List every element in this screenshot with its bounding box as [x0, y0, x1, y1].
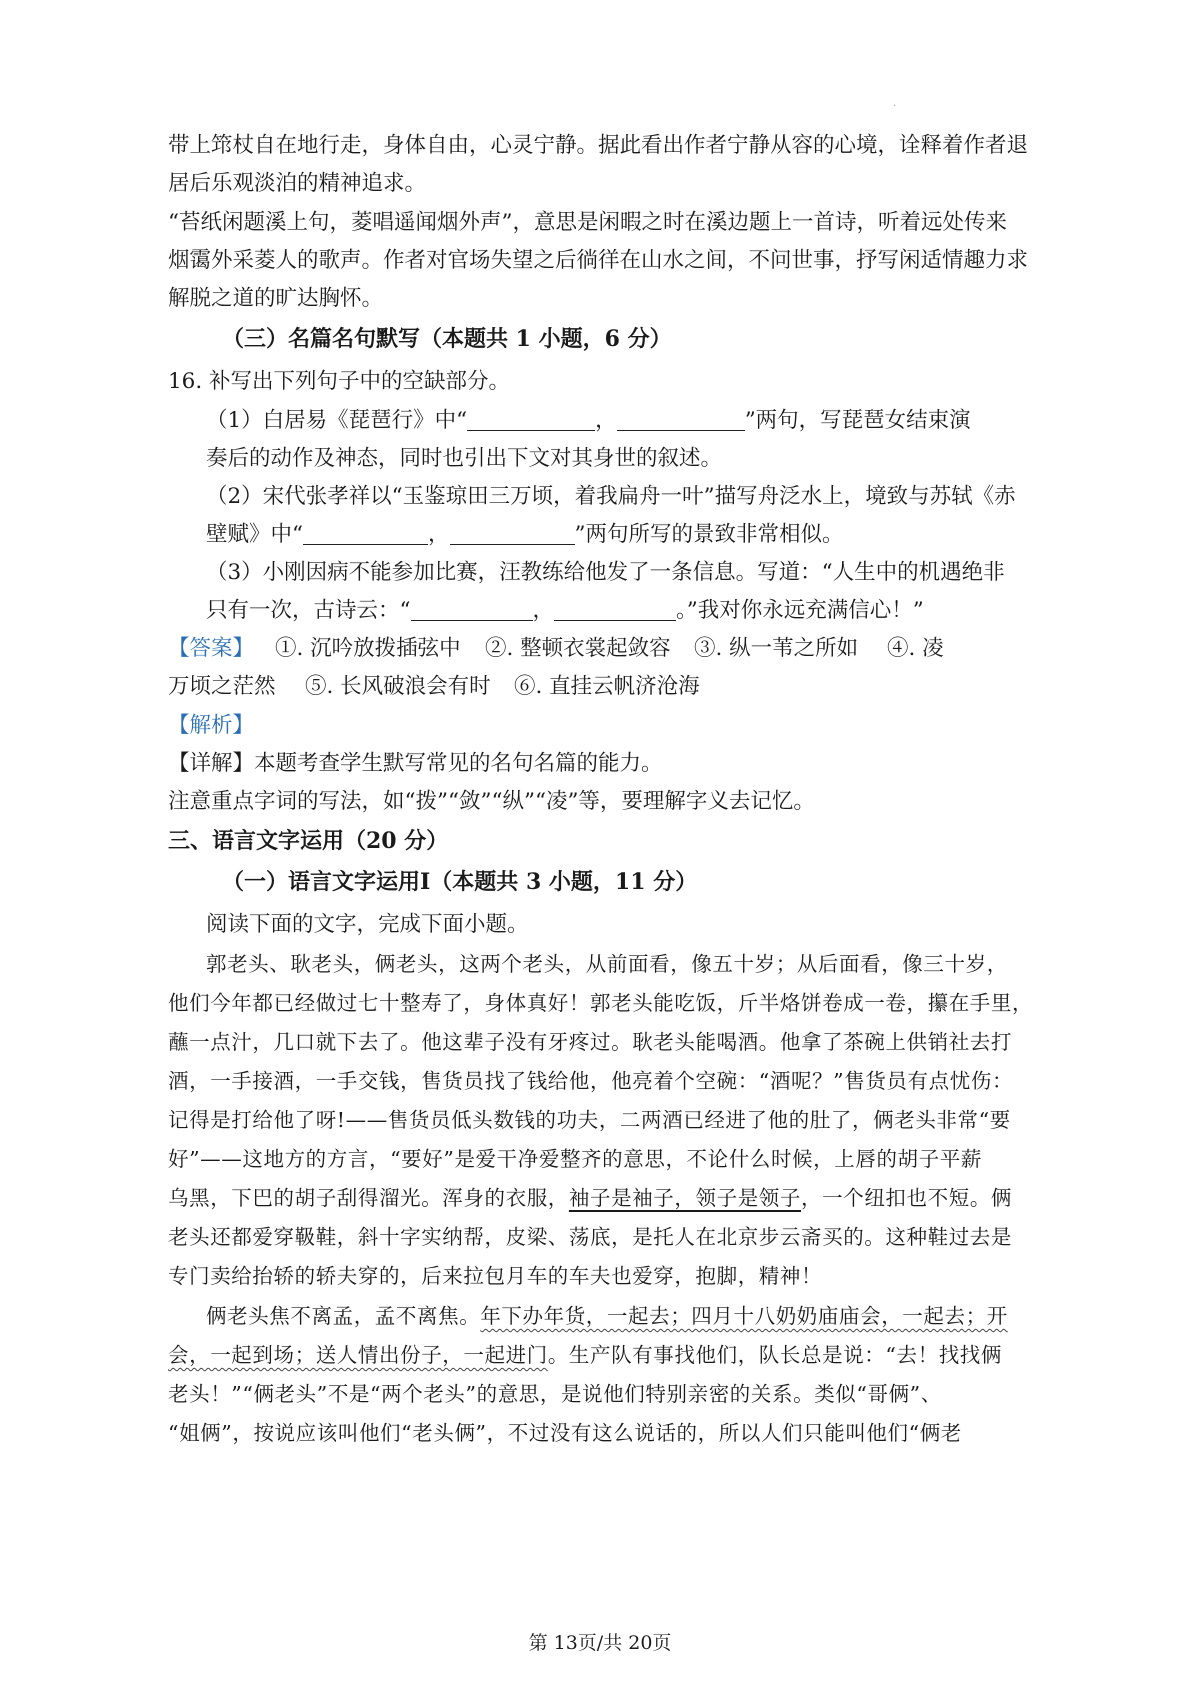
answer-blank: [411, 598, 533, 621]
intro-line-3: “苔纸闲题溪上句，菱唱遥闻烟外声”，意思是闲暇之时在溪边题上一首诗，听着远处传来: [168, 210, 1007, 235]
answer-item-5: ⑤. 长风破浪会有时: [305, 674, 491, 699]
intro-line-4: 烟霭外采菱人的歌声。作者对官场失望之后徜徉在山水之间，不问世事，抒写闲适情趣力求: [168, 248, 1029, 273]
q1-sep: ，: [595, 408, 617, 433]
section-heading: （三）名篇名句默写（本题共 1 小题，6 分）: [222, 326, 672, 352]
answer-item-1: ①. 沉吟放拨插弦中: [275, 636, 461, 661]
story-text: 乌黑，下巴的胡子刮得溜光。浑身的衣服，: [168, 1186, 569, 1210]
analysis-detail: [168, 748, 663, 780]
q3-text-c: 。”我对你永远充满信心！”: [676, 598, 924, 623]
story-line-2: 他们今年都已经做过七十整寿了，身体真好！郭老头能吃饭，斤半烙饼卷成一卷，攥在手里，: [168, 991, 1034, 1015]
answer-item-4: ④. 凌: [887, 636, 944, 661]
q3-sep: ，: [532, 598, 555, 623]
answer-blank: [303, 522, 428, 545]
reading-prompt: 阅读下面的文字，完成下面小题。: [206, 912, 529, 937]
page-number: 第 13页/共 20页: [528, 1632, 672, 1654]
story-line-5: 记得是打给他了呀!——售货员低头数钱的功夫，二两酒已经进了他的肚了，俩老头非常“要: [168, 1108, 1011, 1132]
question-part-2-cont: [206, 519, 844, 551]
story-line-12: 老头！”“俩老头”不是“两个老头”的意思，是说他们特别亲密的关系。类似“哥俩”、: [168, 1382, 942, 1406]
underlined-phrase: 袖子是袖子，领子是领子: [568, 1186, 802, 1210]
story-line-6: 好”——这地方的方言，“要好”是爱干净爱整齐的意思，不论什么时候，上唇的胡子平薪: [168, 1147, 982, 1171]
wavy-underlined-phrase: 年下办年货，一起去；四月十八奶奶庙庙会，一起去；开: [480, 1304, 1008, 1328]
detail-tag: 【详解】: [168, 751, 255, 776]
answer-line-1: [168, 633, 254, 665]
question-part-3-cont: [206, 595, 924, 627]
answer-blank: [467, 408, 595, 431]
story-line-9: 专门卖给抬轿的轿夫穿的，后来拉包月车的车夫也爱穿，抱脚，精神！: [168, 1264, 823, 1288]
story-line-11: [168, 1339, 1002, 1371]
analysis-note: 注意重点字词的写法，如“拨”“敛”“纵”“凌”等，要理解字义去记忆。: [168, 789, 815, 814]
story-text: 俩老头焦不离孟，孟不离焦。: [206, 1304, 481, 1328]
q2-sep: ，: [428, 522, 450, 547]
answer-item-3: ③. 纵一苇之所如: [694, 636, 859, 661]
q1-text-a: （1）白居易《琵琶行》中“: [206, 408, 468, 433]
story-line-7: [168, 1182, 1012, 1214]
q1-text-b: ”两句，写琵琶女结束演: [744, 408, 971, 433]
story-text: ，一个纽扣也不短。俩: [801, 1186, 1013, 1210]
question-part-3: （3）小刚因病不能参加比赛，汪教练给他发了一条信息。写道：“人生中的机遇绝非: [206, 560, 1005, 585]
subsection-heading: （一）语言文字运用Ⅰ（本题共 3 小题，11 分）: [222, 869, 698, 895]
story-line-8: 老头还都爱穿靸鞋，斜十字实纳帮，皮梁、荡底，是托人在北京步云斋买的。这种鞋过去是: [168, 1225, 1012, 1249]
scan-dot: .: [893, 98, 897, 109]
question-part-2: （2）宋代张孝祥以“玉鉴琼田三万顷，着我扁舟一叶”描写舟泛水上，境致与苏轼《赤: [206, 484, 1016, 509]
answer-tag: 【答案】: [168, 636, 255, 661]
story-line-4: 酒，一手接酒，一手交钱，售货员找了钱给他，他亮着个空碗：“酒呢？”售货员有点忧伤：: [168, 1069, 1014, 1093]
q2-text-c: ”两句所写的景致非常相似。: [574, 522, 844, 547]
intro-line-5: 解脱之道的旷达胸怀。: [168, 286, 384, 311]
answer-blank: [617, 408, 745, 431]
question-stem: 16. 补写出下列句子中的空缺部分。: [168, 369, 511, 394]
answer-blank: [450, 522, 575, 545]
q3-text-b: 只有一次，古诗云：“: [206, 598, 411, 623]
question-part-1: [206, 405, 971, 437]
story-line-10: [206, 1300, 1008, 1332]
answer-item-4-cont: 万顷之茫然: [168, 674, 276, 699]
detail-text: 本题考查学生默写常见的名句名篇的能力。: [254, 751, 663, 776]
q2-text-b: 壁赋》中“: [206, 522, 303, 547]
intro-line-2: 居后乐观淡泊的精神追求。: [168, 171, 427, 196]
answer-item-2: ②. 整顿衣裳起敛容: [485, 636, 671, 661]
question-part-1-cont: 奏后的动作及神态，同时也引出下文对其身世的叙述。: [206, 446, 723, 471]
intro-line-1: 带上筇杖自在地行走，身体自由，心灵宁静。据此看出作者宁静从容的心境，诠释着作者退: [168, 133, 1029, 158]
story-line-3: 蘸一点汁，几口就下去了。他这辈子没有牙疼过。耿老头能喝酒。他拿了茶碗上供销社去打: [168, 1030, 1012, 1054]
answer-item-6: ⑥. 直挂云帆济沧海: [514, 674, 700, 699]
story-line-13: “姐俩”，按说应该叫他们“老头俩”，不过没有这么说话的，所以人们只能叫他们“俩老: [168, 1421, 962, 1445]
story-line-1: 郭老头、耿老头，俩老头，这两个老头，从前面看，像五十岁；从后面看，像三十岁，: [206, 952, 1008, 976]
analysis-tag: 【解析】: [168, 713, 255, 738]
answer-blank: [554, 598, 676, 621]
wavy-underlined-phrase: 会，一起到场；送人情出份子，一起进门: [168, 1343, 548, 1367]
story-text: 。生产队有事找他们，队长总是说：“去！找找俩: [547, 1343, 1002, 1367]
part-heading: 三、语言文字运用（20 分）: [168, 828, 449, 854]
